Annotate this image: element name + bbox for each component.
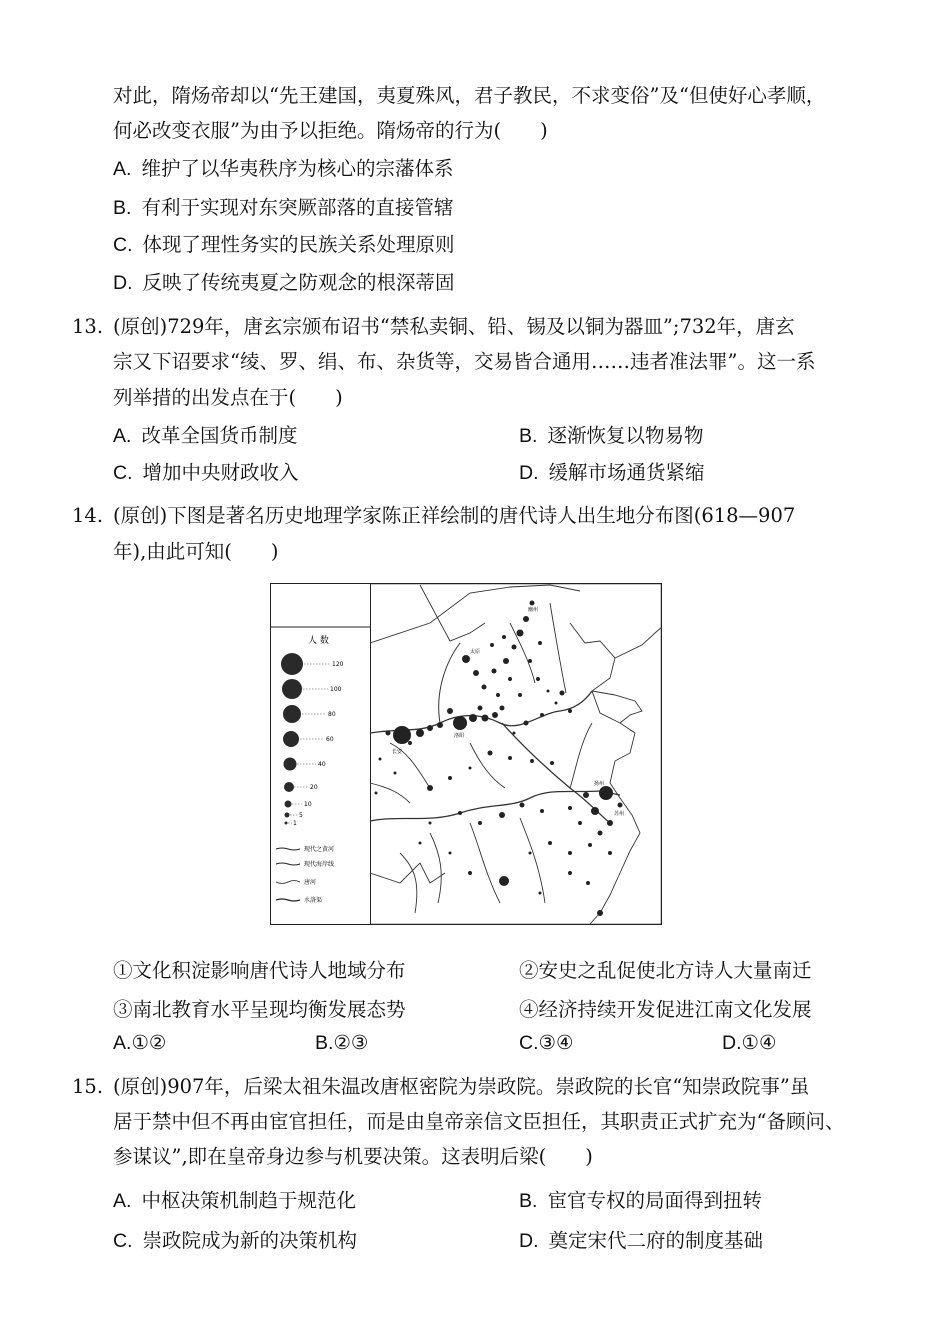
q12-option-d: D. 反映了传统夷夏之防观念的根深蒂固 — [113, 271, 455, 294]
place-label-youzhou: 幽州 — [528, 607, 539, 613]
q13-stem-line-2: 宗又下诏要求“绫、罗、绢、布、杂货等，交易皆合通用……违者准法罪”。这一系 — [113, 350, 816, 373]
q14-number: 14. — [72, 504, 104, 527]
q15-number: 15. — [72, 1075, 104, 1098]
q15-option-d: D. 奠定宋代二府的制度基础 — [519, 1229, 764, 1252]
q14-option-d: D.①④ — [722, 1031, 777, 1054]
legend-line-canal: 水洛渠 — [304, 897, 323, 904]
q14-statement-4: ④经济持续开发促进江南文化发展 — [519, 998, 812, 1021]
legend-value-40: 40 — [318, 761, 326, 768]
q13-option-d: D. 缓解市场通货紧缩 — [519, 461, 705, 484]
place-label-suzhou: 苏州 — [614, 811, 625, 817]
q14-statement-2: ②安史之乱促使北方诗人大量南迁 — [519, 959, 812, 982]
q14-option-c: C.③④ — [519, 1031, 574, 1054]
q13-stem-line-1: (原创)729年，唐玄宗颁布诏书“禁私卖铜、铅、锡及以铜为器皿”;732年，唐玄 — [113, 315, 795, 338]
legend-line-yellow-river: 现代之黄河 — [304, 846, 335, 853]
q14-statement-1: ①文化积淀影响唐代诗人地域分布 — [113, 959, 406, 982]
q13-stem-line-3: 列举措的出发点在于( ) — [113, 386, 343, 409]
q13-number: 13. — [72, 315, 104, 338]
legend-value-20: 20 — [310, 784, 318, 791]
q12-stem-line-2: 何必改变衣服”为由予以拒绝。隋炀帝的行为( ) — [113, 119, 548, 142]
q14-option-a: A.①② — [113, 1031, 167, 1054]
q15-stem-line-3: 参谋议”,即在皇帝身边参与机要决策。这表明后梁( ) — [113, 1145, 593, 1168]
q14-stem-line-2: 年),由此可知( ) — [113, 540, 279, 563]
place-label-taiyuan: 太原 — [470, 649, 481, 655]
q14-statement-3: ③南北教育水平呈现均衡发展态势 — [113, 998, 406, 1021]
place-label-changan: 长安 — [392, 749, 403, 755]
legend-value-10: 10 — [304, 801, 312, 808]
q13-option-a: A. 改革全国货币制度 — [113, 424, 298, 447]
q15-stem-line-2: 居于禁中但不再由宦官担任，而是由皇帝亲信文臣担任，其职责正式扩充为“备顾问、 — [113, 1110, 845, 1133]
legend-value-1: 1 — [293, 820, 297, 827]
place-label-yangzhou: 扬州 — [594, 781, 605, 787]
q14-stem-line-1: (原创)下图是著名历史地理学家陈正祥绘制的唐代诗人出生地分布图(618—907 — [113, 504, 796, 527]
legend-line-coastline: 现代海岸线 — [304, 861, 335, 868]
q12-option-c: C. 体现了理性务实的民族关系处理原则 — [113, 233, 455, 256]
q12-option-a: A. 维护了以华夷秩序为核心的宗藩体系 — [113, 157, 454, 180]
q15-option-b: B. 宦官专权的局面得到扭转 — [519, 1189, 762, 1212]
legend-value-5: 5 — [299, 812, 303, 819]
q13-option-c: C. 增加中央财政收入 — [113, 461, 299, 484]
legend-line-tang-river: 唐河 — [304, 879, 317, 886]
q12-option-b: B. 有利于实现对东突厥部落的直接管辖 — [113, 196, 454, 219]
q13-option-b: B. 逐渐恢复以物易物 — [519, 424, 704, 447]
legend-value-60: 60 — [326, 736, 334, 743]
place-label-luoyang: 洛阳 — [454, 733, 465, 739]
q15-option-c: C. 崇政院成为新的决策机构 — [113, 1229, 358, 1252]
q15-stem-line-1: (原创)907年，后梁太祖朱温改唐枢密院为崇政院。崇政院的长官“知崇政院事”虽 — [113, 1075, 810, 1098]
q15-option-a: A. 中枢决策机制趋于规范化 — [113, 1189, 356, 1212]
tang-poets-distribution-map — [270, 583, 662, 925]
q14-option-b: B.②③ — [315, 1031, 369, 1054]
legend-value-100: 100 — [330, 686, 342, 693]
legend-value-120: 120 — [332, 661, 344, 668]
q12-stem-line-1: 对此，隋炀帝却以“先王建国，夷夏殊风，君子教民，不求变俗”及“但使好心孝顺， — [113, 84, 826, 107]
legend-value-80: 80 — [328, 711, 336, 718]
legend-title: 人 数 — [308, 636, 329, 646]
